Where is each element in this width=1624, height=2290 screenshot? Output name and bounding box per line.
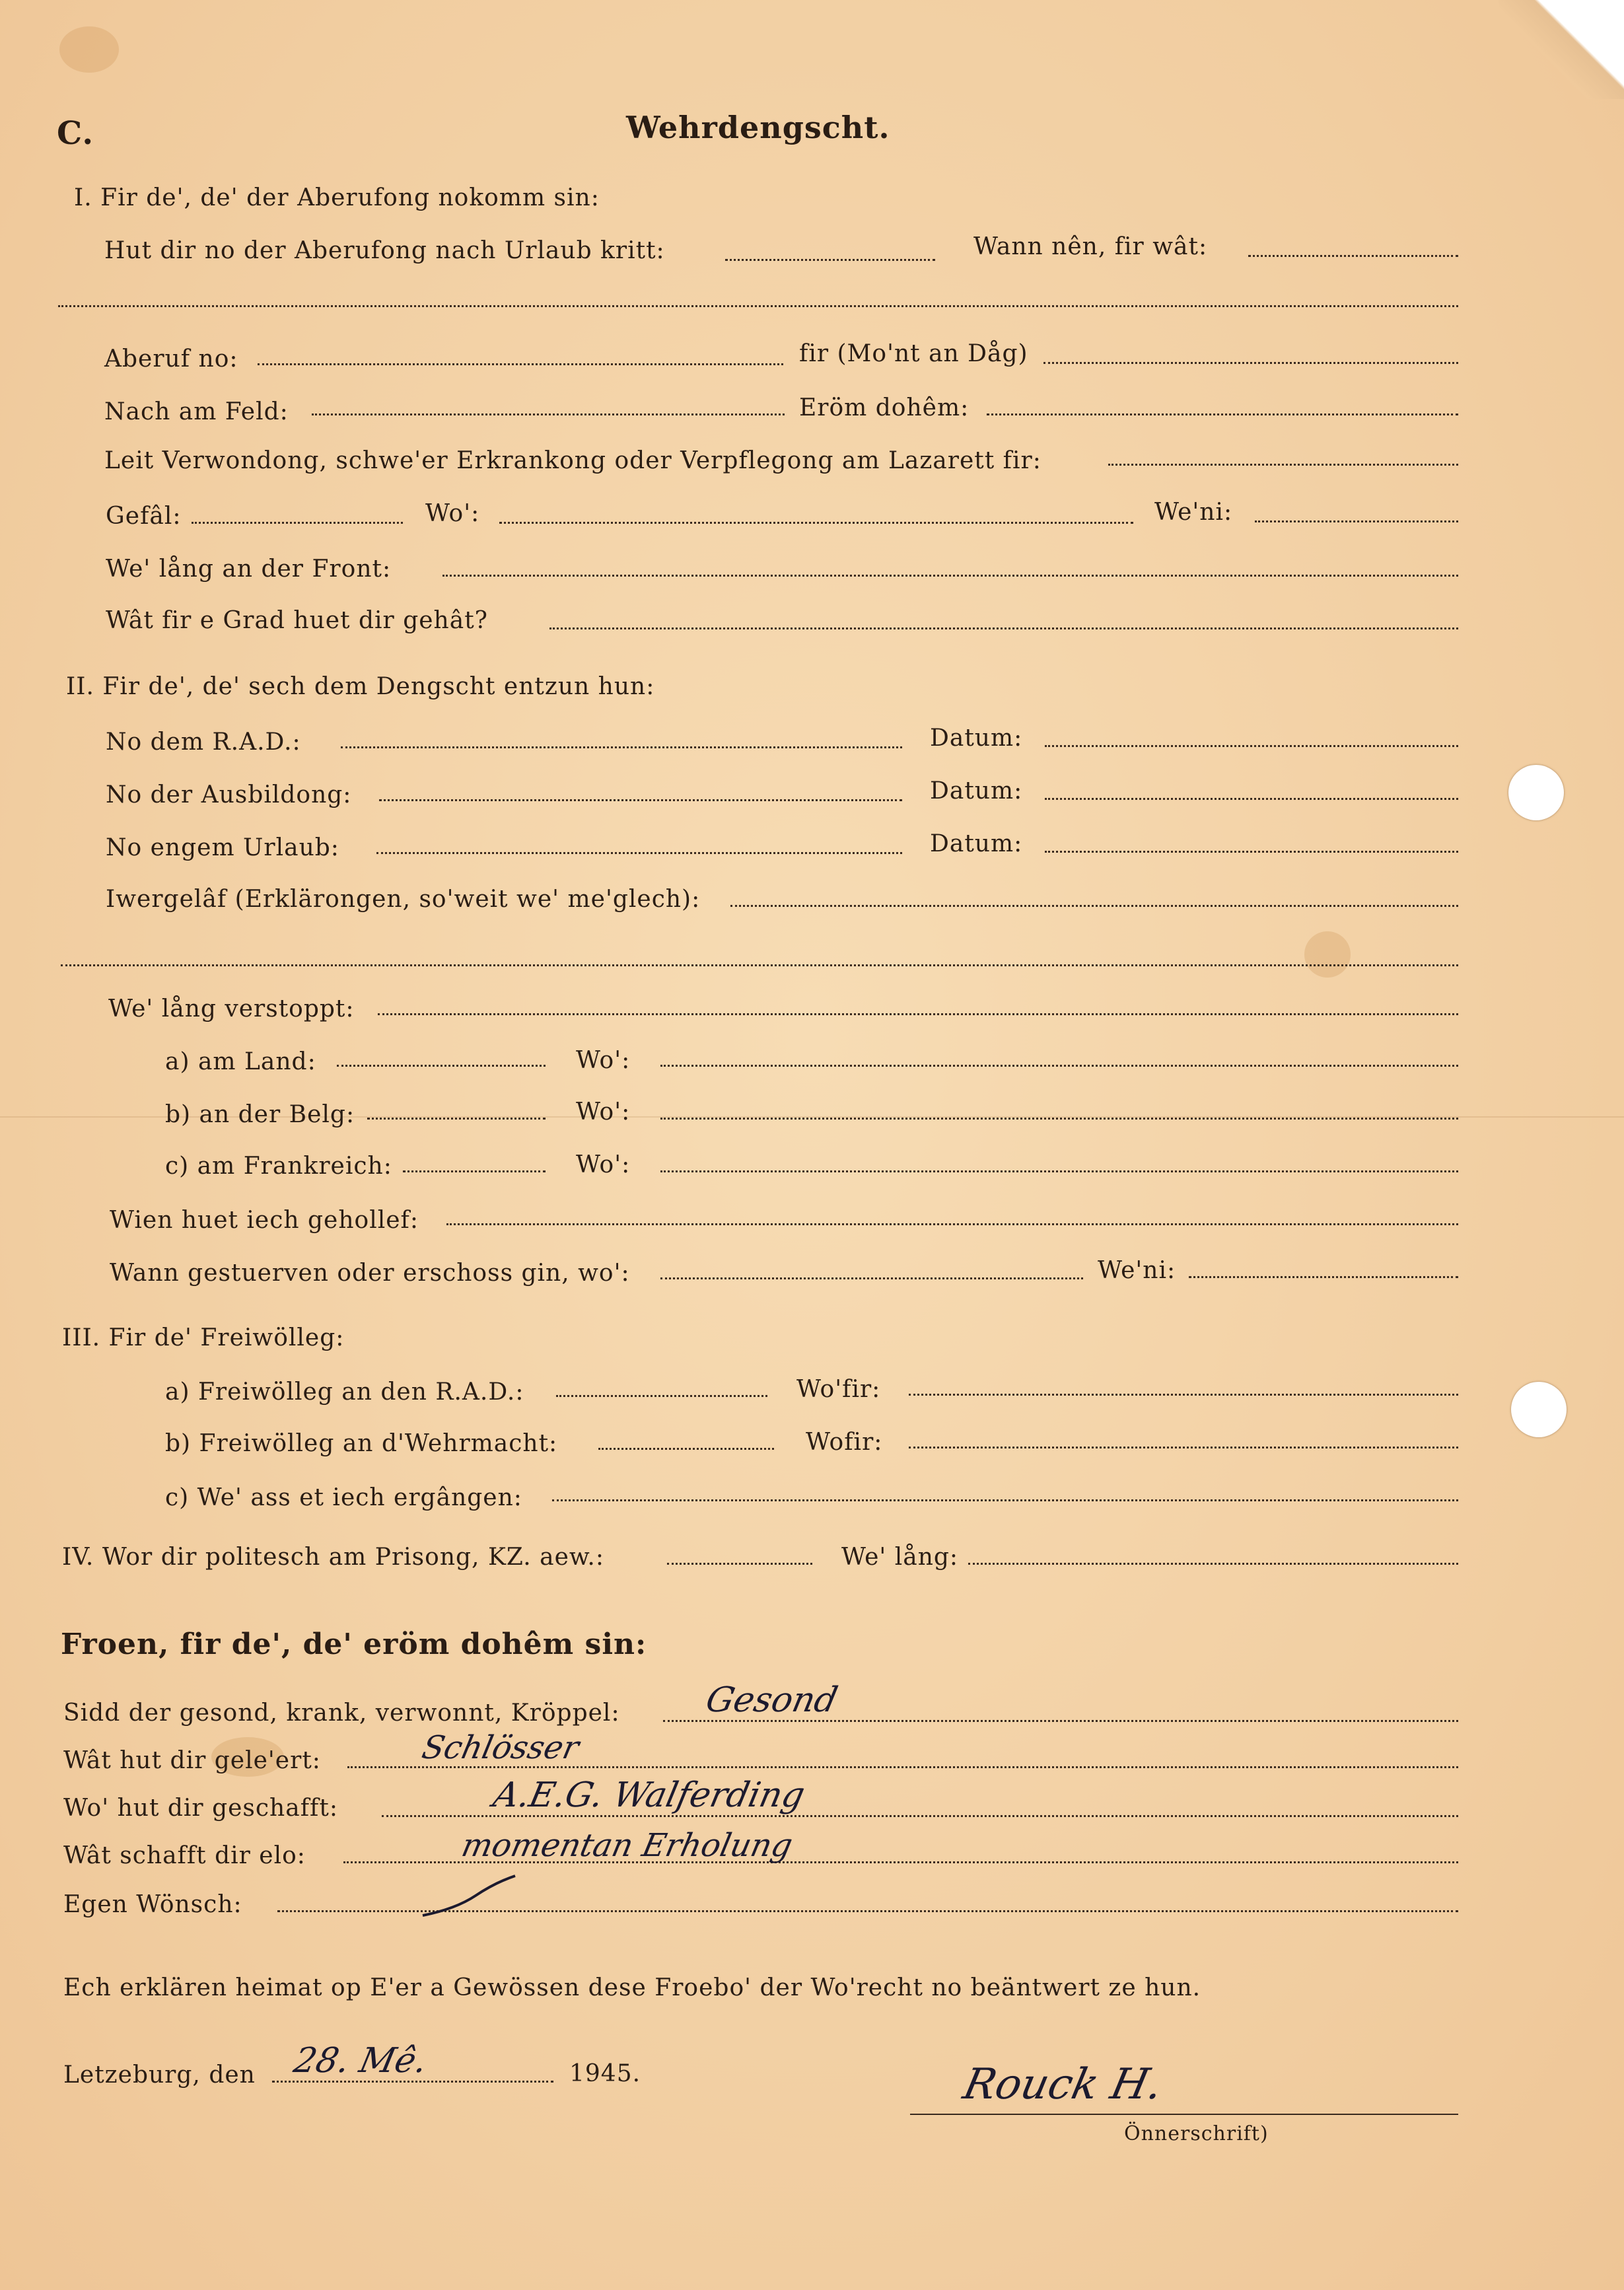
urlaub-label: Hut dir no der Aberufong nach Urlaub kritt: [104, 237, 665, 264]
rad-datum-label: Datum: [930, 725, 1023, 752]
erom-field[interactable] [987, 413, 1458, 415]
urlaub-extra-field[interactable] [58, 305, 1458, 307]
geleert-field[interactable] [347, 1766, 1458, 1768]
belg-field[interactable] [367, 1118, 546, 1120]
urlaub2-field[interactable] [376, 852, 902, 854]
ausbildong-field[interactable] [379, 799, 902, 801]
aberuf-label: Aberuf no: [104, 345, 238, 373]
belg-wo-label: Wo': [576, 1098, 631, 1126]
urlaub-field[interactable] [725, 259, 935, 261]
freiwelleg-rad-label: a) Freiwölleg an den R.A.D.: [165, 1378, 524, 1406]
iwergelaf-extra-field[interactable] [61, 964, 1458, 966]
feld-label: Nach am Feld: [104, 398, 289, 425]
paper-stain [59, 26, 119, 73]
folded-corner [1499, 0, 1624, 99]
freiwelleg-wehrmacht-label: b) Freiwölleg an d'Wehrmacht: [165, 1430, 558, 1457]
year-label: 1945. [569, 2060, 641, 2087]
gesond-label: Sidd der gesond, krank, verwonnt, Kröppel: [63, 1700, 620, 1727]
gesond-handwritten: Gesond [702, 1680, 841, 1720]
frankreich-wo-label: Wo': [576, 1151, 631, 1178]
punch-hole-top [1508, 765, 1564, 820]
gestuerven-label: Wann gestuerven oder erschoss gin, wo': [110, 1260, 630, 1287]
belg-wo-field[interactable] [660, 1118, 1458, 1120]
page-title: Wehrdengscht. [626, 110, 890, 145]
rad-datum-field[interactable] [1045, 745, 1458, 747]
belg-label: b) an der Belg: [165, 1101, 355, 1128]
gestuerven-weni-label: We'ni: [1098, 1257, 1176, 1284]
home-heading: Froen, fir de', de' eröm dohêm sin: [61, 1628, 647, 1661]
frankreich-label: c) am Frankreich: [165, 1153, 392, 1180]
section2-heading: II. Fir de', de' sech dem Dengscht entzun hun: [66, 673, 655, 700]
date-handwritten: 28. Mê. [290, 2041, 431, 2081]
land-wo-field[interactable] [660, 1065, 1458, 1067]
elo-label: Wât schafft dir elo: [63, 1842, 306, 1869]
ausbildong-label: No der Ausbildong: [106, 781, 352, 808]
gehollef-label: Wien huet iech gehollef: [110, 1207, 419, 1234]
gestuerven-weni-field[interactable] [1189, 1276, 1458, 1278]
elo-handwritten: momentan Erholung [458, 1827, 796, 1864]
urlaub2-datum-field[interactable] [1045, 851, 1458, 853]
aberuf-field[interactable] [258, 363, 783, 365]
declaration-text: Ech erklären heimat op E'er a Gewössen dese Froebo' der Wo'recht no beäntwert ze hun. [63, 1974, 1201, 2001]
frankreich-field[interactable] [403, 1170, 546, 1172]
verstoppt-label: We' lång verstoppt: [108, 995, 355, 1022]
prisong-field[interactable] [667, 1563, 812, 1565]
signature-handwritten: Rouck H. [959, 2060, 1167, 2109]
punch-hole-bottom [1511, 1382, 1567, 1437]
erom-label: Eröm dohêm: [799, 394, 970, 421]
section1-heading: I. Fir de', de' der Aberufong nokomm sin: [74, 184, 600, 211]
signature-line[interactable] [910, 2114, 1458, 2115]
urlaub2-datum-label: Datum: [930, 830, 1023, 857]
section3-heading: III. Fir de' Freiwölleg: [62, 1324, 345, 1351]
wonsch-label: Egen Wönsch: [63, 1891, 242, 1918]
erganen-field[interactable] [552, 1499, 1458, 1501]
verstoppt-field[interactable] [378, 1013, 1458, 1015]
wofir-b-label: Wofir: [806, 1429, 883, 1456]
iwergelaf-label: Iwergelâf (Erklärongen, so'weit we' me'glech): [106, 886, 701, 913]
fir-label: fir (Mo'nt an Dåg) [799, 340, 1028, 367]
geleert-label: Wât hut dir gele'ert: [63, 1747, 321, 1774]
geschafft-field[interactable] [382, 1815, 1458, 1817]
gefal-label: Gefâl: [106, 503, 182, 530]
gefal-weni-label: We'ni: [1154, 499, 1233, 526]
rad-label: No dem R.A.D.: [106, 729, 301, 756]
land-field[interactable] [337, 1065, 546, 1067]
geschafft-handwritten: A.E.G. Walferding [489, 1775, 808, 1815]
front-label: We' lång an der Front: [106, 555, 392, 583]
iwergelaf-field[interactable] [730, 905, 1458, 907]
wofir-a-label: Wo'fir: [796, 1376, 881, 1403]
rad-field[interactable] [341, 746, 902, 748]
geleert-handwritten: Schlösser [419, 1729, 583, 1766]
wann-label: Wann nên, fir wât: [973, 233, 1208, 260]
signature-caption: Önnerschrift) [1124, 2122, 1269, 2145]
pen-stroke-mark [416, 1869, 522, 1922]
paper-stain [1304, 931, 1351, 978]
freiwelleg-wehrmacht-field[interactable] [598, 1448, 774, 1450]
frankreich-wo-field[interactable] [660, 1170, 1458, 1172]
section-letter: C. [57, 115, 94, 152]
prisong-label: IV. Wor dir politesch am Prisong, KZ. aew.: [62, 1544, 604, 1571]
land-label: a) am Land: [165, 1048, 316, 1075]
prisong-lang-field[interactable] [968, 1563, 1458, 1565]
gefal-wo-field[interactable] [499, 522, 1133, 524]
front-field[interactable] [442, 575, 1458, 577]
prisong-lang-label: We' lång: [841, 1544, 959, 1571]
ausbildong-datum-label: Datum: [930, 777, 1023, 805]
erganen-label: c) We' ass et iech ergângen: [165, 1484, 522, 1511]
grad-field[interactable] [549, 627, 1458, 629]
date-field[interactable] [272, 2081, 553, 2083]
wofir-b-field[interactable] [909, 1447, 1458, 1449]
freiwelleg-rad-field[interactable] [556, 1395, 767, 1397]
urlaub2-label: No engem Urlaub: [106, 834, 339, 861]
geschafft-label: Wo' hut dir geschafft: [63, 1795, 338, 1822]
gefal-wo-label: Wo': [425, 500, 480, 527]
lazarett-label: Leit Verwondong, schwe'er Erkrankong oder Verpflegong am Lazarett fir: [104, 447, 1041, 474]
gefal-weni-field[interactable] [1255, 520, 1458, 522]
land-wo-label: Wo': [576, 1047, 631, 1074]
gestuerven-field[interactable] [660, 1277, 1083, 1279]
wofir-a-field[interactable] [909, 1394, 1458, 1396]
ausbildong-datum-field[interactable] [1045, 798, 1458, 800]
lazarett-field[interactable] [1108, 464, 1458, 466]
gesond-field[interactable] [663, 1720, 1458, 1722]
place-label: Letzeburg, den [63, 2061, 256, 2089]
gefal-field[interactable] [192, 522, 403, 524]
feld-field[interactable] [312, 413, 785, 415]
wann-field[interactable] [1248, 255, 1458, 257]
fir-field[interactable] [1043, 362, 1458, 364]
gehollef-field[interactable] [446, 1223, 1458, 1225]
grad-label: Wât fir e Grad huet dir gehât? [106, 607, 488, 634]
